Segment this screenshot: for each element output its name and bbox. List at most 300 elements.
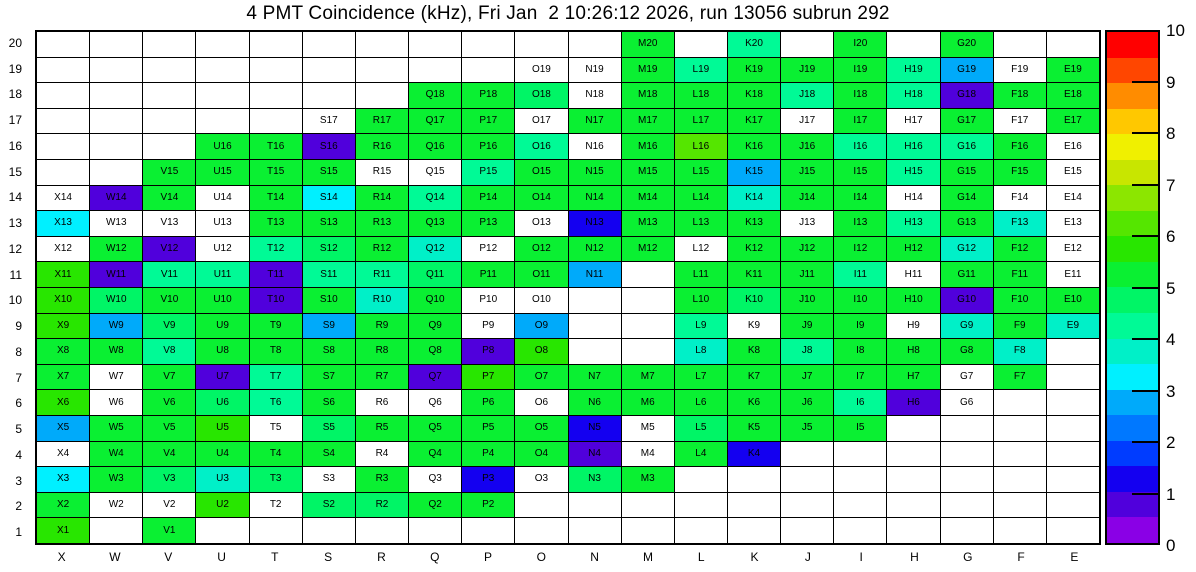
cell-U7: U7 <box>196 365 248 390</box>
cell-U3: U3 <box>196 467 248 492</box>
cell-K16: K16 <box>728 134 780 159</box>
cell-L9: L9 <box>675 314 727 339</box>
cell-T9: T9 <box>250 314 302 339</box>
cell-N6: N6 <box>569 390 621 415</box>
cell-W2: W2 <box>90 493 142 518</box>
cell-G20: G20 <box>941 32 993 57</box>
cell-P2: P2 <box>462 493 514 518</box>
y-axis-label: 12 <box>8 241 22 256</box>
cell-L13: L13 <box>675 211 727 236</box>
cell-W18 <box>90 83 142 108</box>
cell-Q12: Q12 <box>409 237 461 262</box>
cell-T17 <box>250 109 302 134</box>
y-axis-label: 7 <box>15 370 22 385</box>
cell-N10 <box>569 288 621 313</box>
cell-Q1 <box>409 518 461 543</box>
cell-G7: G7 <box>941 365 993 390</box>
cell-T13: T13 <box>250 211 302 236</box>
cell-S2: S2 <box>303 493 355 518</box>
cell-U1 <box>196 518 248 543</box>
cell-E12: E12 <box>1047 237 1099 262</box>
cell-R8: R8 <box>356 339 408 364</box>
cell-W1 <box>90 518 142 543</box>
cell-X9: X9 <box>37 314 89 339</box>
cell-H11: H11 <box>887 262 939 287</box>
y-axis-label: 14 <box>8 190 22 205</box>
cell-I6: I6 <box>834 390 886 415</box>
cell-S18 <box>303 83 355 108</box>
y-axis-label: 2 <box>15 499 22 514</box>
cell-J7: J7 <box>781 365 833 390</box>
x-axis-label: K <box>750 550 759 564</box>
cell-V19 <box>143 58 195 83</box>
cell-W7: W7 <box>90 365 142 390</box>
cell-X16 <box>37 134 89 159</box>
cell-T10: T10 <box>250 288 302 313</box>
cell-N13: N13 <box>569 211 621 236</box>
cell-T19 <box>250 58 302 83</box>
cell-T16: T16 <box>250 134 302 159</box>
cell-M20: M20 <box>622 32 674 57</box>
cell-N2 <box>569 493 621 518</box>
cell-H12: H12 <box>887 237 939 262</box>
colorbar-labels <box>1166 21 1196 555</box>
cell-O2 <box>515 493 567 518</box>
cell-R10: R10 <box>356 288 408 313</box>
cell-F11: F11 <box>994 262 1046 287</box>
cell-M19: M19 <box>622 58 674 83</box>
cell-K13: K13 <box>728 211 780 236</box>
cell-M15: M15 <box>622 160 674 185</box>
cell-I19: I19 <box>834 58 886 83</box>
cell-F20 <box>994 32 1046 57</box>
cell-X13: X13 <box>37 211 89 236</box>
cell-H3 <box>887 467 939 492</box>
cell-E19: E19 <box>1047 58 1099 83</box>
cell-G17: G17 <box>941 109 993 134</box>
y-axis-label: 15 <box>8 164 22 179</box>
y-axis-label: 10 <box>8 293 22 308</box>
cell-J4 <box>781 442 833 467</box>
cell-G16: G16 <box>941 134 993 159</box>
cell-S1 <box>303 518 355 543</box>
cell-P13: P13 <box>462 211 514 236</box>
cell-L4: L4 <box>675 442 727 467</box>
cell-I2 <box>834 493 886 518</box>
cell-P9: P9 <box>462 314 514 339</box>
cell-W8: W8 <box>90 339 142 364</box>
cell-L5: L5 <box>675 416 727 441</box>
cell-K10: K10 <box>728 288 780 313</box>
y-axis-label: 11 <box>9 267 22 282</box>
colorbar-tick <box>1132 338 1158 340</box>
cell-Q20 <box>409 32 461 57</box>
colorbar-tick <box>1132 493 1158 495</box>
colorbar-tick <box>1132 441 1158 443</box>
cell-P10: P10 <box>462 288 514 313</box>
cell-J3 <box>781 467 833 492</box>
cell-M8 <box>622 339 674 364</box>
cell-U14: U14 <box>196 186 248 211</box>
cell-V6: V6 <box>143 390 195 415</box>
cell-R11: R11 <box>356 262 408 287</box>
cell-G8: G8 <box>941 339 993 364</box>
y-axis-label: 16 <box>8 138 22 153</box>
cell-R1 <box>356 518 408 543</box>
x-axis-label: E <box>1070 550 1079 564</box>
cell-H6: H6 <box>887 390 939 415</box>
cell-F19: F19 <box>994 58 1046 83</box>
colorbar-tick-label: 10 <box>1166 21 1185 40</box>
cell-V10: V10 <box>143 288 195 313</box>
cell-V1: V1 <box>143 518 195 543</box>
cell-H2 <box>887 493 939 518</box>
x-axis-label: Q <box>430 550 440 564</box>
cell-L16: L16 <box>675 134 727 159</box>
colorbar-tick <box>1132 235 1158 237</box>
cell-P7: P7 <box>462 365 514 390</box>
cell-J15: J15 <box>781 160 833 185</box>
cell-U17 <box>196 109 248 134</box>
cell-G19: G19 <box>941 58 993 83</box>
cell-M12: M12 <box>622 237 674 262</box>
cell-M11 <box>622 262 674 287</box>
cell-E3 <box>1047 467 1099 492</box>
cell-M17: M17 <box>622 109 674 134</box>
cell-X15 <box>37 160 89 185</box>
cell-T11: T11 <box>250 262 302 287</box>
cell-K19: K19 <box>728 58 780 83</box>
cell-M4: M4 <box>622 442 674 467</box>
cell-W11: W11 <box>90 262 142 287</box>
cell-E9: E9 <box>1047 314 1099 339</box>
cell-L7: L7 <box>675 365 727 390</box>
cell-N7: N7 <box>569 365 621 390</box>
cell-R14: R14 <box>356 186 408 211</box>
cell-T5: T5 <box>250 416 302 441</box>
cell-F3 <box>994 467 1046 492</box>
cell-O15: O15 <box>515 160 567 185</box>
colorbar-tick-label: 3 <box>1166 381 1176 401</box>
cell-I16: I16 <box>834 134 886 159</box>
cell-X2: X2 <box>37 493 89 518</box>
cell-K6: K6 <box>728 390 780 415</box>
cell-R20 <box>356 32 408 57</box>
cell-I7: I7 <box>834 365 886 390</box>
cell-N4: N4 <box>569 442 621 467</box>
cell-S5: S5 <box>303 416 355 441</box>
cell-E13: E13 <box>1047 211 1099 236</box>
cell-S13: S13 <box>303 211 355 236</box>
colorbar-tick-label: 2 <box>1166 433 1176 452</box>
cell-W12: W12 <box>90 237 142 262</box>
cell-I14: I14 <box>834 186 886 211</box>
x-axis-label: P <box>484 550 493 564</box>
cell-K8: K8 <box>728 339 780 364</box>
cell-E14: E14 <box>1047 186 1099 211</box>
cell-N11: N11 <box>569 262 621 287</box>
cell-P19 <box>462 58 514 83</box>
cell-M10 <box>622 288 674 313</box>
cell-N18: N18 <box>569 83 621 108</box>
cell-G4 <box>941 442 993 467</box>
cell-Q5: Q5 <box>409 416 461 441</box>
cell-G12: G12 <box>941 237 993 262</box>
cell-F5 <box>994 416 1046 441</box>
cell-E8 <box>1047 339 1099 364</box>
cell-G18: G18 <box>941 83 993 108</box>
y-axis-label: 17 <box>8 113 22 128</box>
cell-H9: H9 <box>887 314 939 339</box>
x-axis-label: V <box>164 550 173 564</box>
cell-L18: L18 <box>675 83 727 108</box>
cell-U11: U11 <box>196 262 248 287</box>
cell-H15: H15 <box>887 160 939 185</box>
cell-H20 <box>887 32 939 57</box>
x-axis-label: U <box>217 550 226 564</box>
colorbar-tick <box>1132 132 1158 134</box>
cell-P16: P16 <box>462 134 514 159</box>
cell-K15: K15 <box>728 160 780 185</box>
y-axis-label: 1 <box>15 525 22 540</box>
cell-E17: E17 <box>1047 109 1099 134</box>
cell-Q8: Q8 <box>409 339 461 364</box>
cell-M6: M6 <box>622 390 674 415</box>
x-axis-label: L <box>697 550 705 564</box>
cell-F13: F13 <box>994 211 1046 236</box>
y-axis-label: 18 <box>8 87 22 102</box>
cell-M14: M14 <box>622 186 674 211</box>
cell-Q14: Q14 <box>409 186 461 211</box>
cell-O17: O17 <box>515 109 567 134</box>
cell-R12: R12 <box>356 237 408 262</box>
cell-M3: M3 <box>622 467 674 492</box>
cell-J10: J10 <box>781 288 833 313</box>
cell-H4 <box>887 442 939 467</box>
cell-V2: V2 <box>143 493 195 518</box>
cell-E1 <box>1047 518 1099 543</box>
cell-W17 <box>90 109 142 134</box>
cell-N16: N16 <box>569 134 621 159</box>
cell-H17: H17 <box>887 109 939 134</box>
cell-J19: J19 <box>781 58 833 83</box>
colorbar-tick-label: 8 <box>1166 124 1176 143</box>
cell-L8: L8 <box>675 339 727 364</box>
cell-N5: N5 <box>569 416 621 441</box>
cell-N9 <box>569 314 621 339</box>
x-axis-label: M <box>642 550 653 564</box>
cell-Q15: Q15 <box>409 160 461 185</box>
cell-T1 <box>250 518 302 543</box>
cell-E11: E11 <box>1047 262 1099 287</box>
cell-K1 <box>728 518 780 543</box>
cell-W10: W10 <box>90 288 142 313</box>
cell-J6: J6 <box>781 390 833 415</box>
cell-G1 <box>941 518 993 543</box>
x-axis-label: I <box>859 550 863 564</box>
cell-R2: R2 <box>356 493 408 518</box>
cell-N12: N12 <box>569 237 621 262</box>
cell-G14: G14 <box>941 186 993 211</box>
cell-O18: O18 <box>515 83 567 108</box>
colorbar-tick <box>1132 390 1158 392</box>
x-axis-labels <box>35 548 1101 566</box>
y-axis-label: 8 <box>15 344 22 359</box>
x-axis-label: W <box>109 550 121 564</box>
cell-F15: F15 <box>994 160 1046 185</box>
cell-Q10: Q10 <box>409 288 461 313</box>
cell-V17 <box>143 109 195 134</box>
cell-V8: V8 <box>143 339 195 364</box>
cell-P17: P17 <box>462 109 514 134</box>
cell-N8 <box>569 339 621 364</box>
cell-S17: S17 <box>303 109 355 134</box>
colorbar-tick-label: 9 <box>1166 72 1176 92</box>
colorbar-tick <box>1132 184 1158 186</box>
cell-Q3: Q3 <box>409 467 461 492</box>
cell-N1 <box>569 518 621 543</box>
cell-E7 <box>1047 365 1099 390</box>
cell-O8: O8 <box>515 339 567 364</box>
cell-U9: U9 <box>196 314 248 339</box>
cell-X11: X11 <box>37 262 89 287</box>
cell-L17: L17 <box>675 109 727 134</box>
cell-W14: W14 <box>90 186 142 211</box>
cell-I3 <box>834 467 886 492</box>
cell-J5: J5 <box>781 416 833 441</box>
cell-U4: U4 <box>196 442 248 467</box>
cell-G5 <box>941 416 993 441</box>
cell-I18: I18 <box>834 83 886 108</box>
cell-U12: U12 <box>196 237 248 262</box>
cell-O19: O19 <box>515 58 567 83</box>
cell-I17: I17 <box>834 109 886 134</box>
cell-K2 <box>728 493 780 518</box>
cell-J11: J11 <box>781 262 833 287</box>
cell-E16: E16 <box>1047 134 1099 159</box>
y-axis-label: 20 <box>8 35 22 50</box>
cell-R4: R4 <box>356 442 408 467</box>
cell-O14: O14 <box>515 186 567 211</box>
cell-P4: P4 <box>462 442 514 467</box>
cell-W19 <box>90 58 142 83</box>
cell-W15 <box>90 160 142 185</box>
y-axis-label: 3 <box>15 473 22 488</box>
cell-H16: H16 <box>887 134 939 159</box>
cell-N14: N14 <box>569 186 621 211</box>
cell-R5: R5 <box>356 416 408 441</box>
colorbar-tick-label: 5 <box>1166 278 1176 298</box>
x-axis-label: R <box>377 550 386 564</box>
cell-I8: I8 <box>834 339 886 364</box>
cell-M16: M16 <box>622 134 674 159</box>
cell-R17: R17 <box>356 109 408 134</box>
cell-T15: T15 <box>250 160 302 185</box>
cell-S12: S12 <box>303 237 355 262</box>
cell-R13: R13 <box>356 211 408 236</box>
cell-L6: L6 <box>675 390 727 415</box>
cell-I5: I5 <box>834 416 886 441</box>
cell-J13: J13 <box>781 211 833 236</box>
cell-M13: M13 <box>622 211 674 236</box>
cell-I4 <box>834 442 886 467</box>
cell-G13: G13 <box>941 211 993 236</box>
cell-W13: W13 <box>90 211 142 236</box>
cell-I15: I15 <box>834 160 886 185</box>
cell-L2 <box>675 493 727 518</box>
x-axis-label: J <box>804 550 811 564</box>
cell-L1 <box>675 518 727 543</box>
cell-P15: P15 <box>462 160 514 185</box>
cell-P8: P8 <box>462 339 514 364</box>
cell-T4: T4 <box>250 442 302 467</box>
x-axis-label: S <box>324 550 333 564</box>
cell-L12: L12 <box>675 237 727 262</box>
cell-V7: V7 <box>143 365 195 390</box>
cell-H19: H19 <box>887 58 939 83</box>
cell-U19 <box>196 58 248 83</box>
cell-E5 <box>1047 416 1099 441</box>
colorbar-tick-label: 6 <box>1166 227 1176 246</box>
y-axis-labels <box>0 30 29 545</box>
cell-N17: N17 <box>569 109 621 134</box>
cell-O7: O7 <box>515 365 567 390</box>
cell-O1 <box>515 518 567 543</box>
cell-H1 <box>887 518 939 543</box>
cell-G10: G10 <box>941 288 993 313</box>
cell-S6: S6 <box>303 390 355 415</box>
cell-T12: T12 <box>250 237 302 262</box>
cell-X7: X7 <box>37 365 89 390</box>
cell-K18: K18 <box>728 83 780 108</box>
cell-O6: O6 <box>515 390 567 415</box>
cell-F2 <box>994 493 1046 518</box>
cell-J9: J9 <box>781 314 833 339</box>
cell-S9: S9 <box>303 314 355 339</box>
colorbar-tick <box>1132 81 1158 83</box>
cell-X14: X14 <box>37 186 89 211</box>
cell-K9: K9 <box>728 314 780 339</box>
cell-W16 <box>90 134 142 159</box>
cell-H13: H13 <box>887 211 939 236</box>
cell-P20 <box>462 32 514 57</box>
cell-L10: L10 <box>675 288 727 313</box>
cell-F4 <box>994 442 1046 467</box>
cell-G9: G9 <box>941 314 993 339</box>
cell-R16: R16 <box>356 134 408 159</box>
colorbar-tick-label: 1 <box>1166 484 1176 504</box>
cell-R9: R9 <box>356 314 408 339</box>
cell-U16: U16 <box>196 134 248 159</box>
cell-W5: W5 <box>90 416 142 441</box>
cell-I9: I9 <box>834 314 886 339</box>
cell-H14: H14 <box>887 186 939 211</box>
colorbar-tick-label: 4 <box>1166 330 1176 349</box>
cell-P6: P6 <box>462 390 514 415</box>
cell-V4: V4 <box>143 442 195 467</box>
cell-J2 <box>781 493 833 518</box>
cell-L15: L15 <box>675 160 727 185</box>
cell-W4: W4 <box>90 442 142 467</box>
x-axis-label: N <box>590 550 599 564</box>
cell-X5: X5 <box>37 416 89 441</box>
cell-O20 <box>515 32 567 57</box>
cell-W20 <box>90 32 142 57</box>
cell-S16: S16 <box>303 134 355 159</box>
cell-E6 <box>1047 390 1099 415</box>
x-axis-label: O <box>536 550 546 564</box>
cell-P18: P18 <box>462 83 514 108</box>
